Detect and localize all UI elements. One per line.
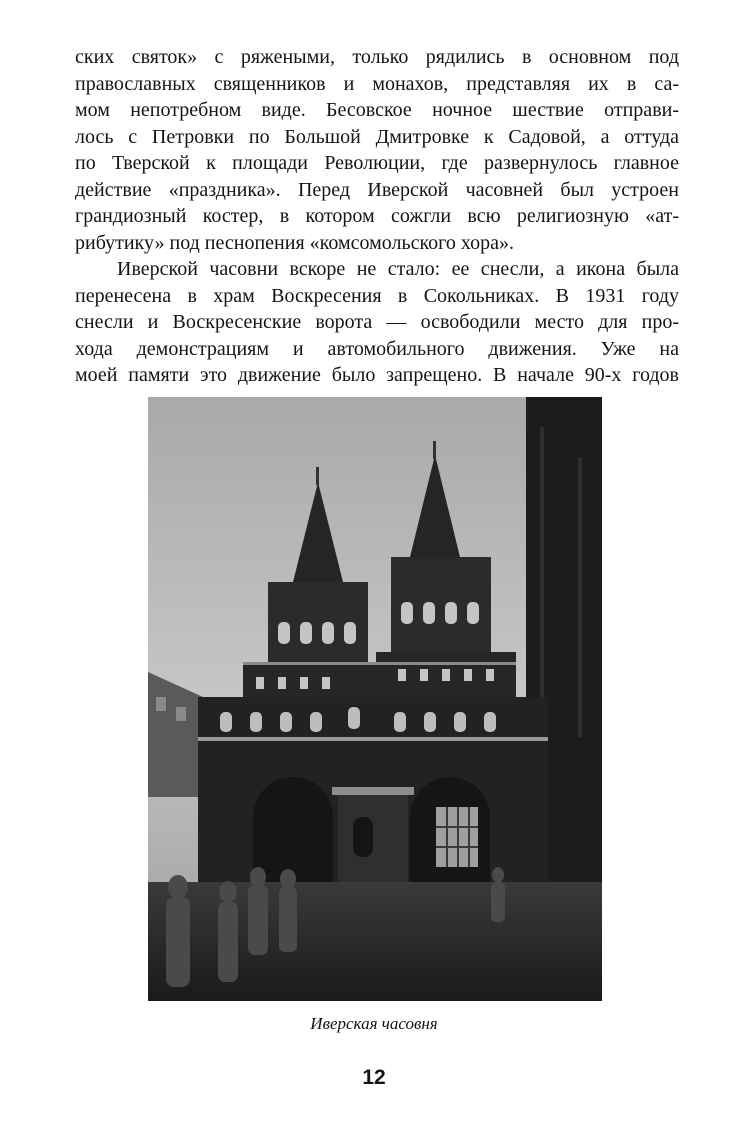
text-line: хода демонстрациям и автомобильного движения. Уже на (75, 337, 679, 360)
text-line: моей памяти это движение было запрещено. В начале 90-х годов (75, 364, 679, 386)
text-line: грандиозный костер, в котором сожгли всю религиозную «ат- (75, 205, 679, 227)
square-ground (148, 882, 602, 1001)
text-line: мом непотребном виде. Бесовское ночное шествие отправи- (75, 99, 679, 121)
text-line: лось с Петровки по Большой Дмитровке к Садовой, а оттуда (75, 125, 679, 148)
page-number: 12 (362, 1066, 386, 1089)
text-line: снесли и Воскресенские ворота — освободили место для про- (75, 311, 679, 333)
text-line: ских святок» с ряжеными, только рядились в основном под (75, 46, 679, 68)
text-line: Иверской часовни вскоре не стало: ее снесли, а икона была (117, 258, 679, 280)
figure-caption: Иверская часовня (310, 1014, 438, 1033)
chapel-photo (148, 397, 602, 1001)
text-line: рибутику» под песнопения «комсомольского хора». (75, 231, 515, 254)
text-line: по Тверской к площади Революции, где развернулось главное (75, 152, 679, 174)
text-line: православных священников и монахов, представляя их в са- (75, 72, 679, 95)
text-line: действие «праздника». Перед Иверской часовней был устроен (75, 178, 679, 201)
body-text (75, 44, 679, 389)
text-line: перенесена в храм Воскресения в Сокольниках. В 1931 году (75, 284, 679, 307)
